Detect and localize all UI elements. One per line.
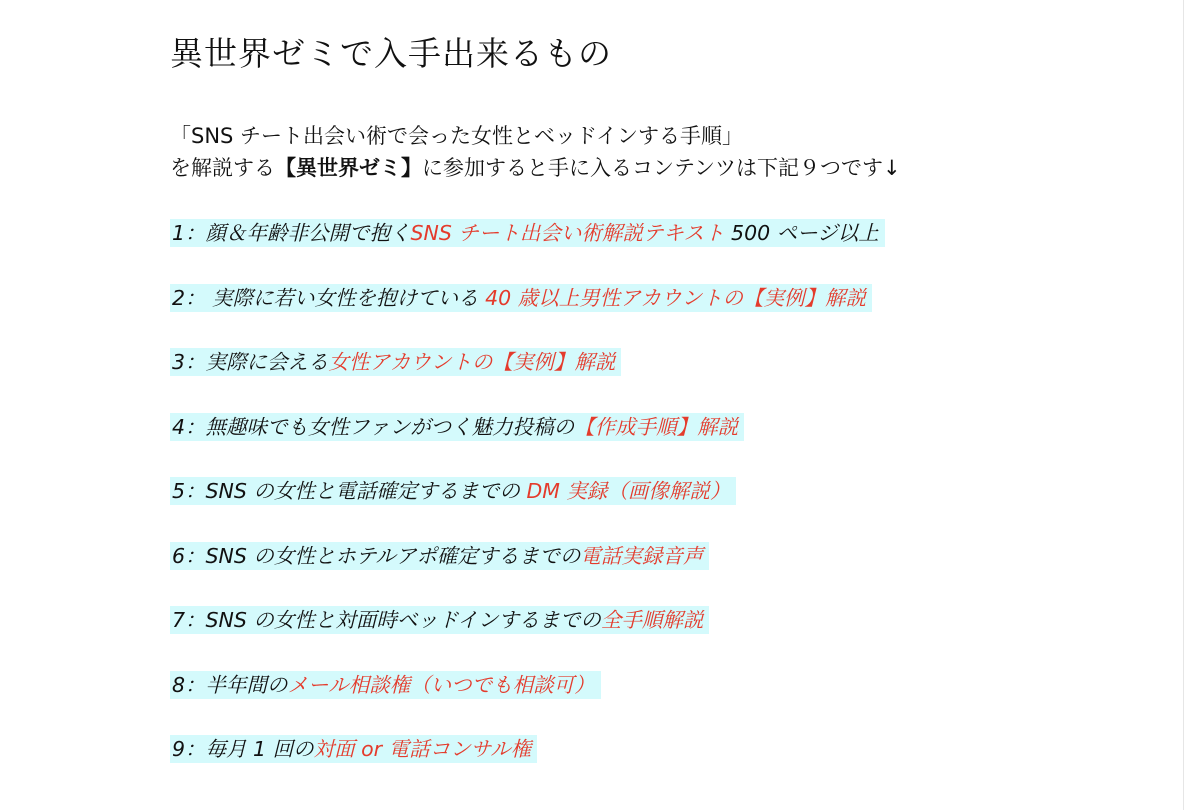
intro-line-1: 「SNS チート出会い術で会った女性とベッドインする手順」 xyxy=(170,124,743,148)
list-item-text: 8：半年間の xyxy=(172,672,288,697)
list-item-emphasis: DM 実録（画像解説） xyxy=(526,479,731,503)
list-item-text: 5：SNS の女性と電話確定するまでの xyxy=(172,479,527,503)
list-item-text: 3：実際に会える xyxy=(172,350,329,374)
list-item-text: 7：SNS の女性と対面時ベッドインするまでの xyxy=(172,608,601,632)
list-item-highlight xyxy=(170,219,885,247)
list-item-text: 4：無趣味でも女性ファンがつく魅力投稿の xyxy=(172,414,575,439)
list-item-emphasis: メール相談権（いつでも相談可） xyxy=(287,672,595,697)
list-item xyxy=(170,348,1150,413)
list-item-highlight xyxy=(170,735,537,763)
list-item xyxy=(170,542,1150,607)
list-item-highlight xyxy=(170,477,736,505)
list-item-highlight xyxy=(170,671,601,699)
list-item-emphasis: 40 歳以上男性アカウントの【実例】解説 xyxy=(485,285,866,310)
page-title: 異世界ゼミで入手出来るもの xyxy=(170,34,612,73)
list-item-text: 9：毎月 1 回の xyxy=(172,737,314,761)
list-item-text: 2： 実際に若い女性を抱けている xyxy=(172,285,486,310)
list-item xyxy=(170,606,1150,671)
list-item-highlight xyxy=(170,348,621,376)
contents-list xyxy=(170,219,1150,800)
list-item-text: 1：顔＆年齢非公開で抱く xyxy=(172,221,411,245)
list-item-highlight xyxy=(170,284,872,312)
list-item xyxy=(170,735,1150,800)
intro-line-2-pre: を解説する xyxy=(170,156,275,180)
list-item-emphasis: 電話実録音声 xyxy=(580,543,704,568)
list-item-emphasis: 女性アカウントの【実例】解説 xyxy=(328,350,616,374)
list-item-highlight xyxy=(170,606,709,634)
list-item xyxy=(170,477,1150,542)
intro-line-2-bold: 【異世界ゼミ】 xyxy=(275,156,422,180)
intro-paragraph xyxy=(170,120,1150,184)
list-item-text: 6：SNS の女性とホテルアポ確定するまでの xyxy=(172,543,581,568)
list-item-suffix: 500 ページ以上 xyxy=(724,221,879,245)
list-item-highlight xyxy=(170,413,744,441)
intro-line-2 xyxy=(170,152,1150,184)
list-item-emphasis: 【作成手順】解説 xyxy=(574,414,739,439)
page-edge-divider xyxy=(1183,0,1184,810)
list-item xyxy=(170,413,1150,478)
list-item-emphasis: 全手順解説 xyxy=(600,608,704,632)
list-item-emphasis: SNS チート出会い術解説テキスト xyxy=(410,221,725,245)
list-item-highlight xyxy=(170,542,709,570)
list-item xyxy=(170,219,1150,284)
document-body xyxy=(170,30,1150,800)
list-item xyxy=(170,671,1150,736)
list-item-emphasis: 対面 or 電話コンサル権 xyxy=(313,737,532,761)
intro-line-2-post: に参加すると手に入るコンテンツは下記９つです↓ xyxy=(422,156,901,180)
list-item xyxy=(170,284,1150,349)
